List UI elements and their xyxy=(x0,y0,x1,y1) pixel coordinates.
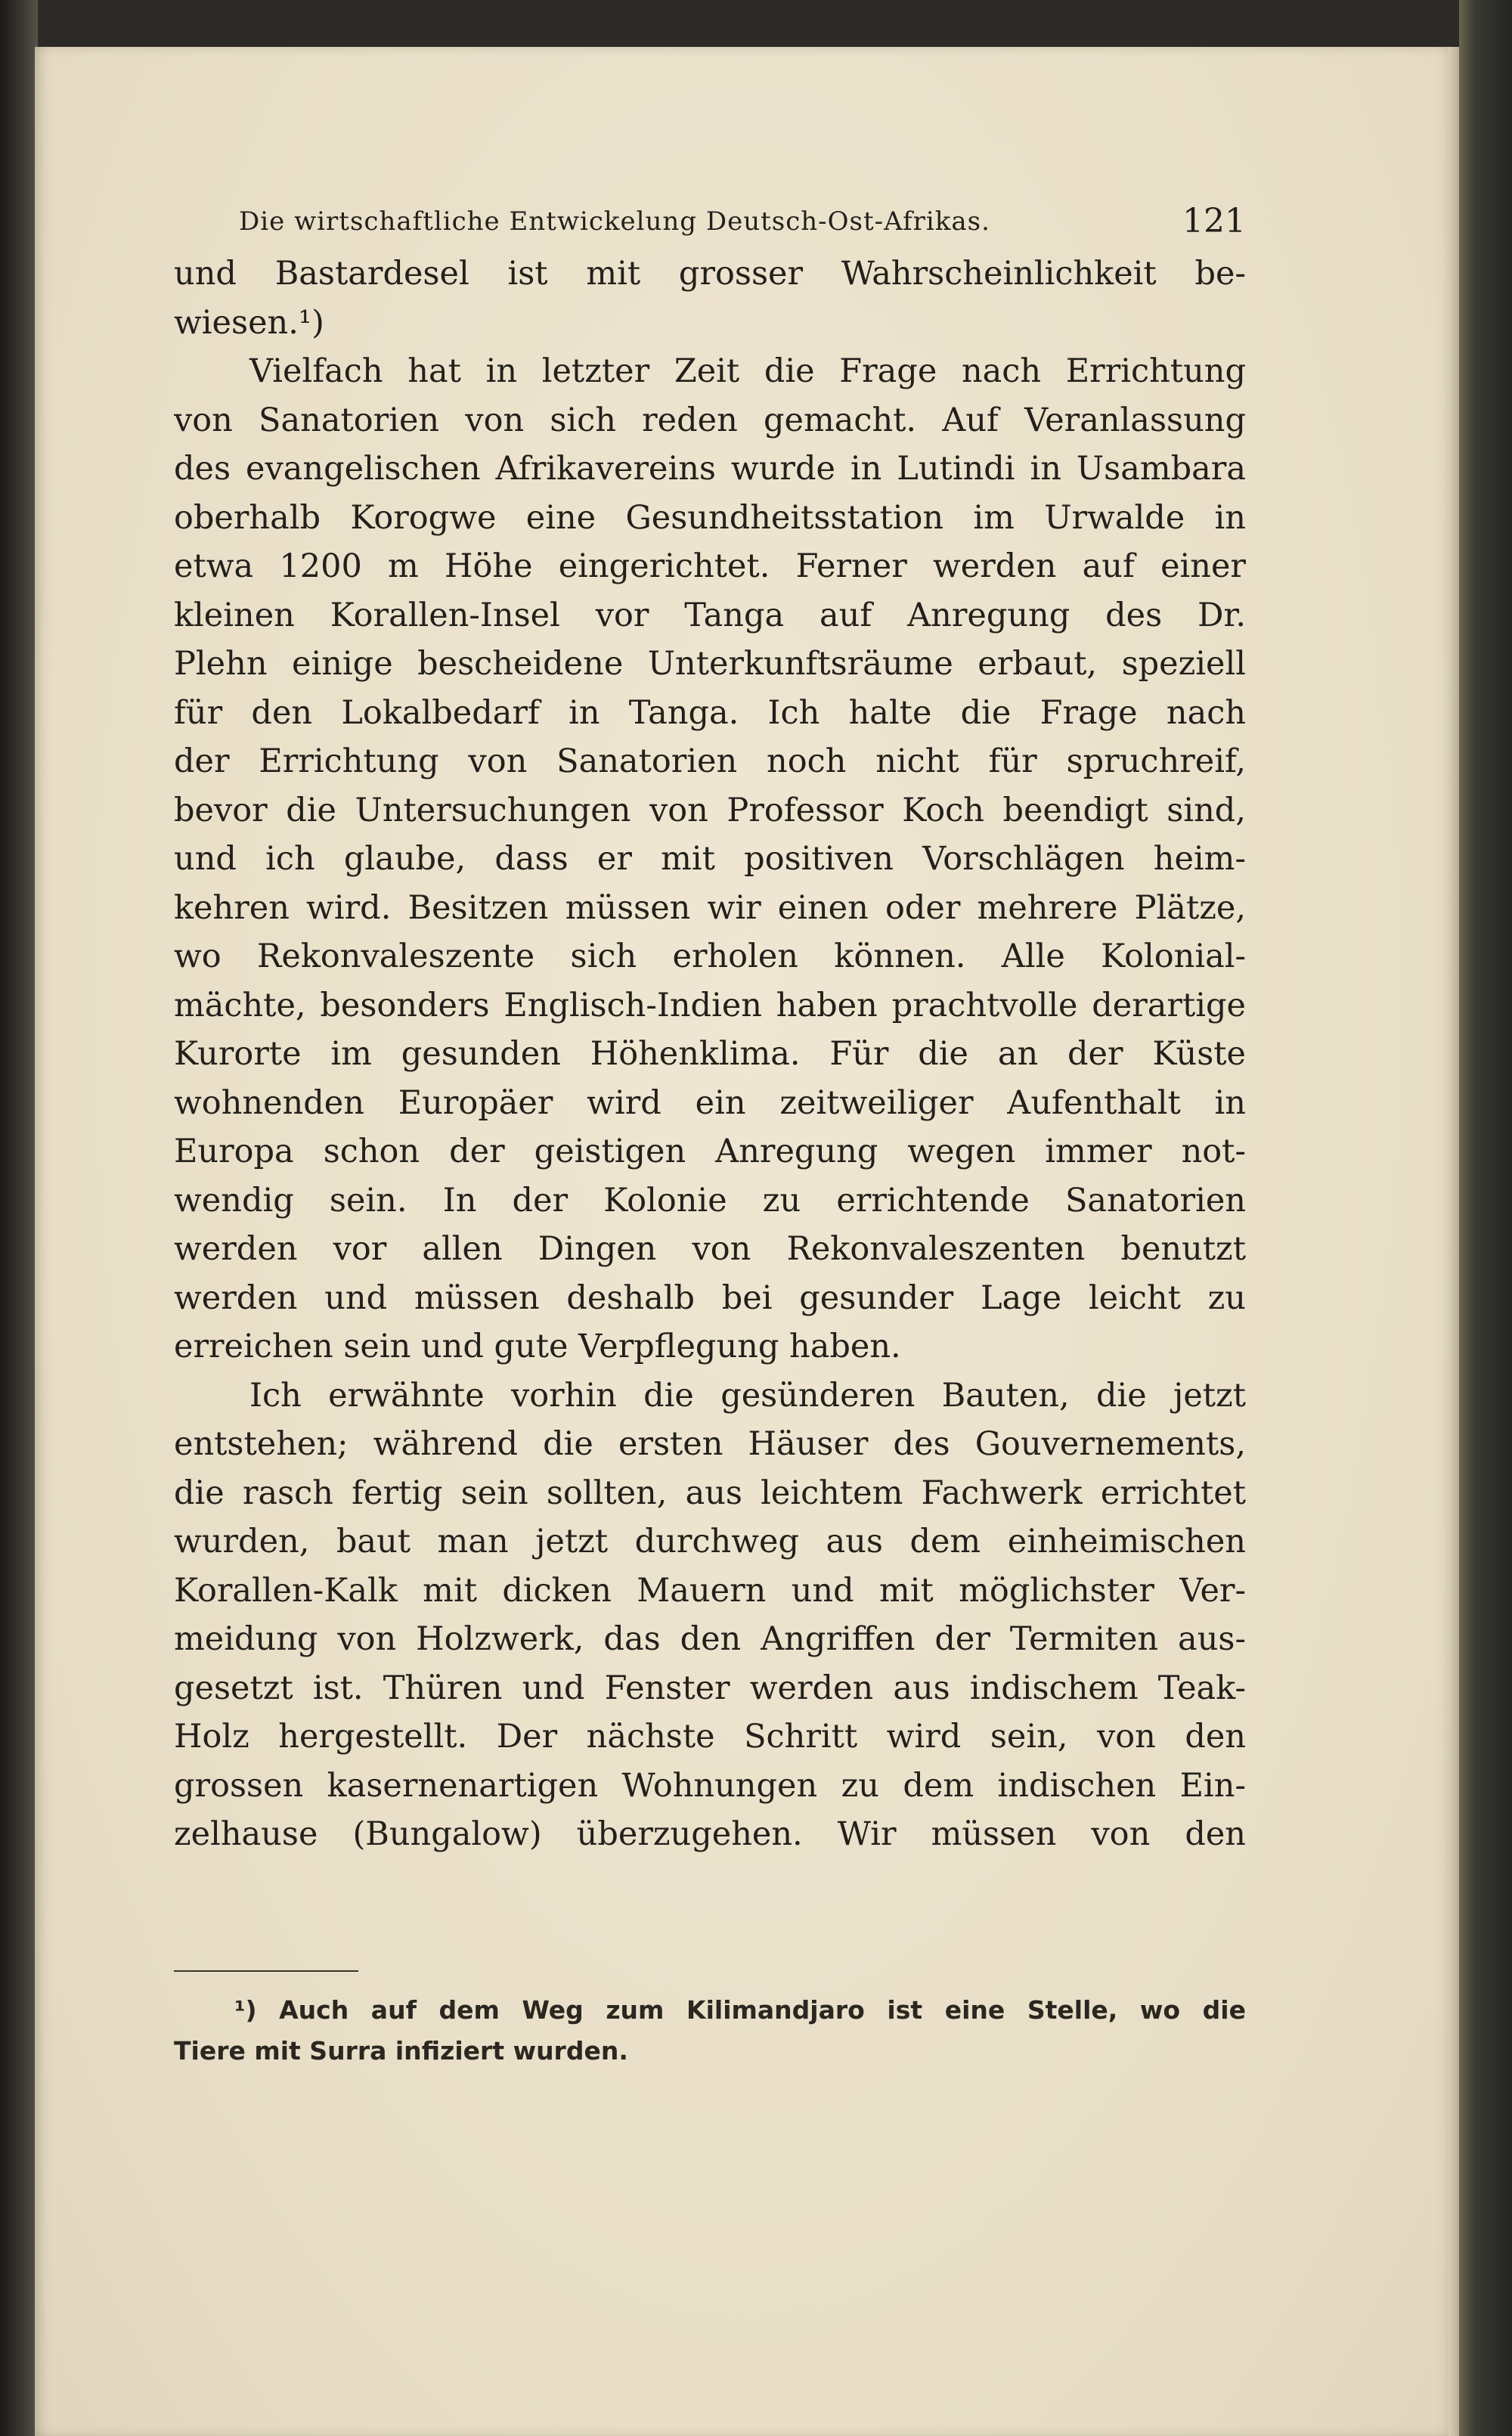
text-line: Vielfach hat in letzter Zeit die Frage nach Errichtung xyxy=(249,352,1246,390)
text-line: die rasch fertig sein sollten, aus leichtem Fachwerk errichtet xyxy=(174,1474,1246,1512)
text-line: bevor die Untersuchungen von Professor Koch beendigt sind, xyxy=(174,791,1246,829)
book-page xyxy=(35,47,1459,2436)
text-line: Korallen-Kalk mit dicken Mauern und mit möglichster Ver- xyxy=(174,1571,1246,1610)
text-line: zelhause (Bungalow) überzugehen. Wir müssen von den xyxy=(174,1815,1246,1853)
running-header xyxy=(174,195,1246,248)
text-line: Ich erwähnte vorhin die gesünderen Bauten, die jetzt xyxy=(249,1376,1246,1415)
footnote-line: Tiere mit Surra infiziert wurden. xyxy=(174,2036,628,2066)
page-edge xyxy=(1448,47,1459,2436)
text-line: meidung von Holzwerk, das den Angriffen der Termiten aus- xyxy=(174,1620,1246,1658)
footnotes xyxy=(174,1990,1246,2072)
text-line: von Sanatorien von sich reden gemacht. Auf Veranlassung xyxy=(174,401,1246,439)
text-line: oberhalb Korogwe eine Gesundheitsstation im Urwalde in xyxy=(174,498,1246,537)
text-line: etwa 1200 m Höhe eingerichtet. Ferner werden auf einer xyxy=(174,547,1246,585)
running-title: Die wirtschaftliche Entwickelung Deutsch-Ost-Afrikas. xyxy=(239,206,990,237)
footnote-divider xyxy=(174,1970,358,1972)
text-line: Europa schon der geistigen Anregung wegen immer not- xyxy=(174,1133,1246,1170)
book-binding-left xyxy=(0,0,38,2436)
text-line: grossen kasernenartigen Wohnungen zu dem indischen Ein- xyxy=(174,1766,1246,1805)
text-line: wo Rekonvaleszente sich erholen können. Alle Kolonial- xyxy=(174,938,1246,975)
text-line: wiesen.¹) xyxy=(174,303,324,342)
text-line: der Errichtung von Sanatorien noch nicht für spruchreif, xyxy=(174,742,1246,780)
text-line: kleinen Korallen-Insel vor Tanga auf Anregung des Dr. xyxy=(174,596,1246,634)
text-line: mächte, besonders Englisch-Indien haben prachtvolle derartige xyxy=(174,986,1246,1024)
footnote-line: ¹) Auch auf dem Weg zum Kilimandjaro ist eine Stelle, wo die xyxy=(234,1995,1246,2025)
text-line: wendig sein. In der Kolonie zu errichtende Sanatorien xyxy=(174,1181,1246,1220)
text-line: Kurorte im gesunden Höhenklima. Für die an der Küste xyxy=(174,1035,1246,1073)
text-line: wurden, baut man jetzt durchweg aus dem einheimischen xyxy=(174,1523,1246,1560)
page-number: 121 xyxy=(1182,202,1246,240)
text-line: wohnenden Europäer wird ein zeitweiliger Aufenthalt in xyxy=(174,1083,1246,1122)
text-line: werden vor allen Dingen von Rekonvaleszenten benutzt xyxy=(174,1230,1246,1268)
text-line: des evangelischen Afrikavereins wurde in Lutindi in Usambara xyxy=(174,450,1246,488)
text-line: entstehen; während die ersten Häuser des Gouvernements, xyxy=(174,1425,1246,1463)
text-line: für den Lokalbedarf in Tanga. Ich halte die Frage nach xyxy=(174,693,1246,732)
text-line: Holz hergestellt. Der nächste Schritt wird sein, von den xyxy=(174,1718,1246,1756)
book-binding-right xyxy=(1459,0,1512,2436)
body-text xyxy=(174,249,1246,1859)
text-line: kehren wird. Besitzen müssen wir einen oder mehrere Plätze, xyxy=(174,888,1246,927)
text-line: erreichen sein und gute Verpflegung haben. xyxy=(174,1328,901,1365)
text-line: werden und müssen deshalb bei gesunder Lage leicht zu xyxy=(174,1278,1246,1317)
text-line: und Bastardesel ist mit grosser Wahrscheinlichkeit be- xyxy=(174,255,1246,293)
text-line: und ich glaube, dass er mit positiven Vorschlägen heim- xyxy=(174,840,1246,878)
text-line: gesetzt ist. Thüren und Fenster werden aus indischem Teak- xyxy=(174,1669,1246,1707)
text-line: Plehn einige bescheidene Unterkunftsräume erbaut, speziell xyxy=(174,645,1246,683)
